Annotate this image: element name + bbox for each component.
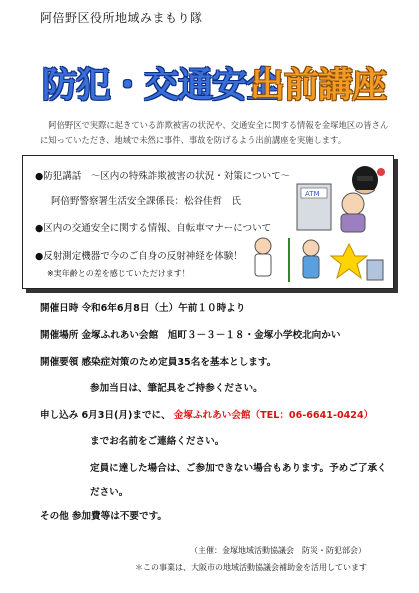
capacity-note — [90, 460, 387, 474]
capacity-note-2 — [90, 484, 128, 498]
event-requirements-note — [90, 380, 263, 394]
application-note-text: までお名前をご連絡ください。 — [90, 436, 225, 447]
event-place-value: 金塚ふれあい会館 旭町３－３－１８・金塚小学校北向かい — [81, 330, 341, 341]
program-item-reflex-note: ※実年齢との差を感じていただけます！ — [47, 269, 190, 278]
intro-text: 阿倍野区で実際に起きている詐欺被害の状況や、交通安全に関する情報を金塚地区の皆さんに知っていただき、地域で未然に事件、事故を防げるよう出前講座を実施します。 — [40, 120, 389, 145]
program-item-reflex: ●反射測定機器で今のご自身の反射神経を体験！ — [35, 251, 243, 262]
program-item-crime-talk: ●防犯講話 ～区内の特殊詐欺被害の状況・対策について～ — [35, 171, 291, 182]
event-requirements-label: 開催要領 — [40, 357, 79, 368]
title-outreach-lecture: 出前講座 — [250, 66, 387, 106]
title-crime-traffic: 防犯・交通安全 — [42, 66, 281, 106]
organization-name: 阿倍野区役所地域みまもり隊 — [40, 11, 203, 25]
event-place-label: 開催場所 — [40, 330, 79, 341]
reflex-test-illustration — [249, 234, 389, 286]
other-value: 参加費等は不要です。 — [71, 511, 168, 522]
event-requirements — [40, 354, 276, 368]
event-place — [40, 327, 340, 341]
capacity-note-line1: 定員に達した場合は、ご参加できない場合もあります。予めご了承く — [90, 463, 387, 474]
organizer-note: （主催：金塚地域活動協議会 防災・防犯部会） — [190, 546, 366, 555]
event-requirements-value: 感染症対策のため定員35名を基本とします。 — [81, 357, 277, 368]
event-date-label: 開催日時 — [40, 303, 79, 314]
event-application — [40, 407, 373, 421]
subsidy-note: ＊この事業は、大阪市の地域活動協議会補助金を活用しています — [135, 563, 367, 572]
event-date — [40, 300, 245, 314]
program-item-speaker: 阿倍野警察署生活安全課係長：松谷佳哲 氏 — [51, 196, 242, 207]
event-date-value: 令和6年6月8日（土）午前１０時より — [81, 303, 246, 314]
atm-scam-illustration — [293, 164, 387, 234]
application-venue-phone: 金塚ふれあい会館（TEL：06-6641-0424） — [173, 410, 374, 421]
other-label: その他 — [40, 511, 69, 522]
application-note — [90, 433, 224, 447]
page-title — [42, 62, 392, 110]
other-info — [40, 508, 167, 522]
capacity-note-line2: ださい。 — [90, 487, 129, 498]
program-box — [22, 155, 394, 289]
application-label: 申し込み — [40, 410, 79, 421]
program-item-traffic: ●区内の交通安全に関する情報、自転車マナーについて — [35, 223, 272, 234]
requirements-note-text: 参加当日は、筆記具をご持参ください。 — [90, 383, 263, 394]
application-deadline: 6月3日(月)までに、 — [81, 410, 171, 421]
atm-label: ATM — [305, 190, 320, 198]
